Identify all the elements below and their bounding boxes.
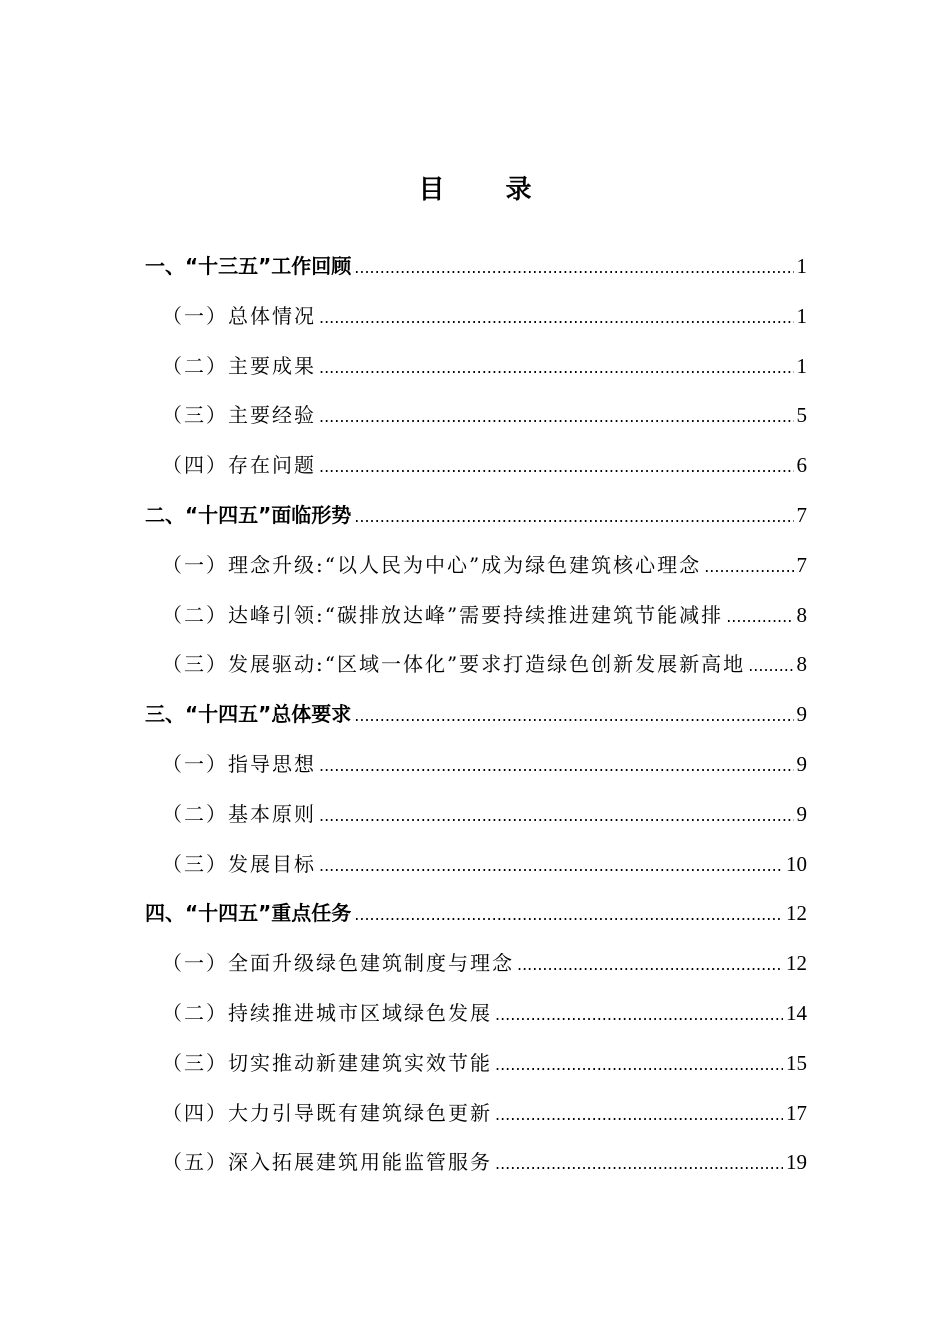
toc-entry-title: （二）达峰引领:“碳排放达峰”需要持续推进建筑节能减排 <box>162 602 724 627</box>
toc-page-number: 9 <box>796 702 807 727</box>
toc-dot-leader <box>495 1095 783 1135</box>
toc-page-number: 12 <box>786 901 807 926</box>
toc-entry-title: （一）总体情况 <box>162 303 316 328</box>
toc-page-number: 17 <box>786 1100 807 1125</box>
toc-dot-leader <box>726 597 793 637</box>
toc-entry-title: （二）持续推进城市区域绿色发展 <box>162 1000 492 1025</box>
toc-dot-leader <box>354 497 793 537</box>
toc-chapter-entry[interactable] <box>145 246 807 296</box>
toc-dot-leader <box>319 846 783 886</box>
toc-section-entry[interactable] <box>145 744 807 794</box>
toc-entry-title: 二、“十四五”面临形势 <box>145 502 352 527</box>
toc-entry-title: （二）主要成果 <box>162 353 316 378</box>
toc-section-entry[interactable] <box>145 1142 807 1192</box>
toc-page-number: 5 <box>796 403 807 428</box>
toc-page-number: 8 <box>796 602 807 627</box>
toc-page-number: 7 <box>796 502 807 527</box>
toc-entry-title: （三）发展驱动:“区域一体化”要求打造绿色创新发展新高地 <box>162 652 746 677</box>
toc-dot-leader <box>354 248 793 288</box>
toc-entry-title: （三）切实推动新建建筑实效节能 <box>162 1050 492 1075</box>
toc-section-entry[interactable] <box>145 644 807 694</box>
toc-entry-title: （一）指导思想 <box>162 751 316 776</box>
toc-section-entry[interactable] <box>145 346 807 396</box>
toc-page-number: 14 <box>786 1000 807 1025</box>
toc-section-entry[interactable] <box>145 595 807 645</box>
toc-section-entry[interactable] <box>145 993 807 1043</box>
toc-entry-title: 一、“十三五”工作回顾 <box>145 254 352 278</box>
toc-page-number: 1 <box>796 303 807 328</box>
toc-dot-leader <box>319 298 794 338</box>
toc-section-entry[interactable] <box>145 395 807 445</box>
toc-dot-leader <box>517 945 783 985</box>
toc-entry-title: （三）主要经验 <box>162 403 316 428</box>
toc-dot-leader <box>319 348 794 388</box>
toc-entry-title: （四）存在问题 <box>162 453 316 478</box>
toc-section-entry[interactable] <box>145 794 807 844</box>
toc-entry-title: （一）理念升级:“以人民为中心”成为绿色建筑核心理念 <box>162 552 702 577</box>
toc-entry-title: （四）大力引导既有建筑绿色更新 <box>162 1100 492 1125</box>
toc-dot-leader <box>319 746 794 786</box>
toc-page-number: 9 <box>796 801 807 826</box>
toc-entry-title: 三、“十四五”总体要求 <box>145 702 352 727</box>
toc-chapter-entry[interactable] <box>145 694 807 744</box>
toc-page-number: 7 <box>796 552 807 577</box>
toc-dot-leader <box>748 646 793 686</box>
toc-entry-title: （三）发展目标 <box>162 851 316 876</box>
toc-section-entry[interactable] <box>145 296 807 346</box>
toc-page-number: 10 <box>786 851 807 876</box>
toc-page-number: 1 <box>796 254 807 278</box>
toc-section-entry[interactable] <box>145 545 807 595</box>
table-of-contents <box>145 246 807 1192</box>
toc-dot-leader <box>319 447 794 487</box>
toc-section-entry[interactable] <box>145 943 807 993</box>
toc-dot-leader <box>319 796 794 836</box>
toc-dot-leader <box>495 1045 783 1085</box>
toc-dot-leader <box>354 696 793 736</box>
toc-entry-title: 四、“十四五”重点任务 <box>145 901 352 926</box>
toc-section-entry[interactable] <box>145 844 807 894</box>
toc-section-entry[interactable] <box>145 1093 807 1143</box>
toc-section-entry[interactable] <box>145 445 807 495</box>
toc-page-number: 6 <box>796 453 807 478</box>
toc-dot-leader <box>354 895 783 935</box>
toc-page-number: 8 <box>796 652 807 677</box>
toc-entry-title: （二）基本原则 <box>162 801 316 826</box>
toc-chapter-entry[interactable] <box>145 495 807 545</box>
toc-page-number: 15 <box>786 1050 807 1075</box>
toc-entry-title: （五）深入拓展建筑用能监管服务 <box>162 1150 492 1175</box>
toc-chapter-entry[interactable] <box>145 893 807 943</box>
toc-dot-leader <box>495 995 783 1035</box>
toc-dot-leader <box>495 1144 783 1184</box>
toc-dot-leader <box>704 547 793 587</box>
toc-page-number: 1 <box>796 353 807 378</box>
toc-entry-title: （一）全面升级绿色建筑制度与理念 <box>162 951 514 976</box>
toc-page-number: 19 <box>786 1150 807 1175</box>
page-title: 目 录 <box>418 175 558 205</box>
toc-dot-leader <box>319 397 794 437</box>
toc-page-number: 12 <box>786 951 807 976</box>
toc-section-entry[interactable] <box>145 1043 807 1093</box>
toc-page-number: 9 <box>796 751 807 776</box>
